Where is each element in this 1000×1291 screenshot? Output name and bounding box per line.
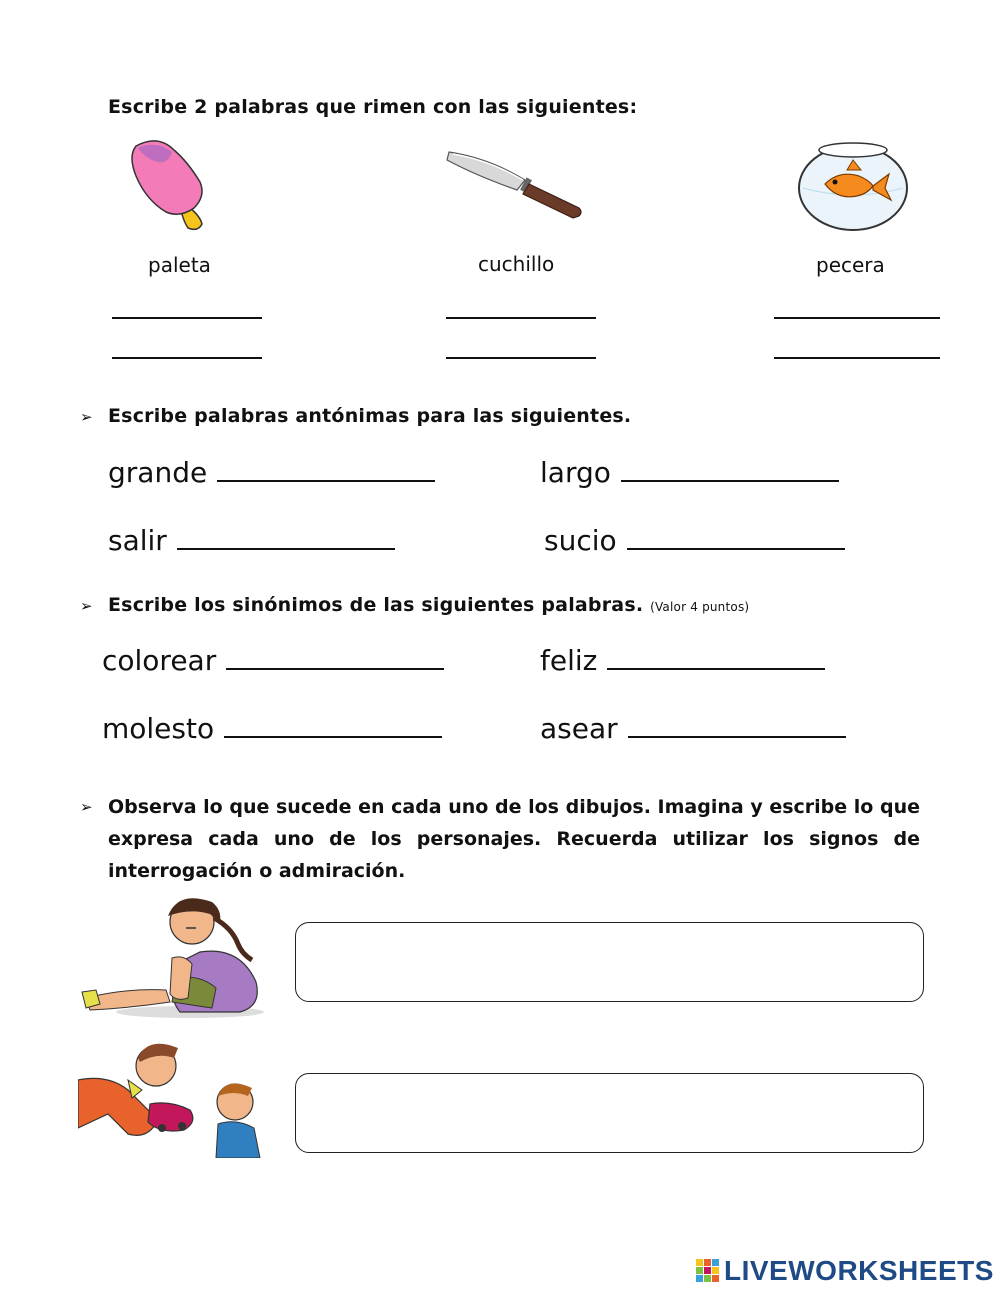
hurt-girl-illustration <box>80 888 265 1020</box>
knife-icon <box>445 148 585 223</box>
antonym-word: largo <box>540 456 611 489</box>
antonym-item <box>544 524 845 557</box>
rhyme-blank[interactable] <box>112 357 262 359</box>
rhyme-word-pecera: pecera <box>816 253 885 277</box>
popsicle-icon <box>122 138 222 238</box>
antonym-item <box>540 456 839 489</box>
bullet-arrow-icon: ➢ <box>80 798 93 816</box>
answer-blank[interactable] <box>628 712 846 738</box>
liveworksheets-logo[interactable] <box>696 1255 996 1287</box>
synonym-item <box>540 644 825 677</box>
fishbowl-icon <box>795 140 911 232</box>
answer-blank[interactable] <box>177 524 395 550</box>
answer-blank[interactable] <box>627 524 845 550</box>
rhyme-word-paleta: paleta <box>148 253 211 277</box>
speech-answer-box[interactable] <box>295 922 924 1002</box>
answer-blank[interactable] <box>607 644 825 670</box>
bullet-arrow-icon: ➢ <box>80 597 93 615</box>
rhyme-blank[interactable] <box>446 357 596 359</box>
answer-blank[interactable] <box>224 712 442 738</box>
antonym-word: sucio <box>544 524 617 557</box>
brand-blocks-icon <box>696 1259 720 1283</box>
answer-blank[interactable] <box>226 644 444 670</box>
rhymes-heading: Escribe 2 palabras que rimen con las siguientes: <box>108 96 638 118</box>
rhyme-word-cuchillo: cuchillo <box>478 252 555 276</box>
antonym-item <box>108 456 435 489</box>
synonym-item <box>102 712 442 745</box>
speech-answer-box[interactable] <box>295 1073 924 1153</box>
antonym-item <box>108 524 395 557</box>
antonym-word: grande <box>108 456 208 489</box>
synonym-item <box>102 644 444 677</box>
synonyms-heading <box>108 594 749 616</box>
bullet-arrow-icon: ➢ <box>80 408 93 426</box>
rhyme-blank[interactable] <box>774 317 940 319</box>
answer-blank[interactable] <box>217 456 435 482</box>
antonyms-heading: Escribe palabras antónimas para las siguientes. <box>108 405 632 427</box>
synonym-item <box>540 712 846 745</box>
synonym-word: asear <box>540 712 618 745</box>
answer-blank[interactable] <box>621 456 839 482</box>
father-son-illustration <box>78 1040 278 1158</box>
synonyms-note: (Valor 4 puntos) <box>650 600 750 614</box>
synonym-word: colorear <box>102 644 217 677</box>
brand-name: LIVEWORKSHEETS <box>724 1255 994 1286</box>
observe-instructions: Observa lo que sucede en cada uno de los dibujos. Imagina y escribe lo que expresa cada uno de los personajes. Recuerda utilizar los signos de interrogación o admiración. <box>108 796 920 882</box>
synonym-word: molesto <box>102 712 215 745</box>
antonym-word: salir <box>108 524 167 557</box>
synonym-word: feliz <box>540 644 598 677</box>
rhyme-blank[interactable] <box>446 317 596 319</box>
rhyme-blank[interactable] <box>774 357 940 359</box>
synonyms-heading-text: Escribe los sinónimos de las siguientes palabras. <box>108 594 644 616</box>
rhyme-blank[interactable] <box>112 317 262 319</box>
